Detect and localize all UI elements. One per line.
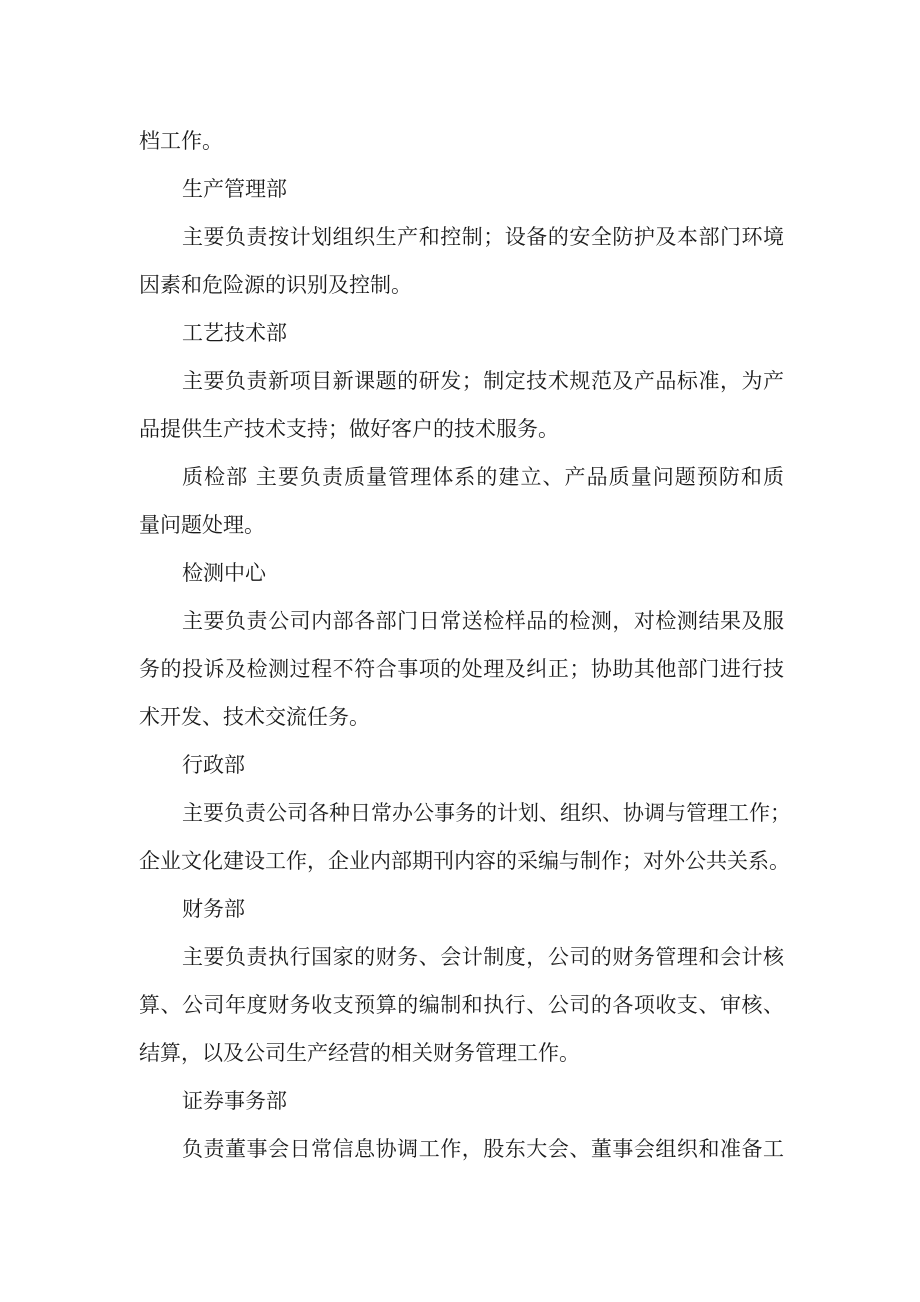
paragraph-line: 算、公司年度财务收支预算的编制和执行、公司的各项收支、审核、 xyxy=(139,993,784,1017)
paragraph-line: 主要负责公司内部各部门日常送检样品的检测，对检测结果及服 xyxy=(182,609,784,633)
paragraph-continuation: 档工作。 xyxy=(139,129,223,153)
paragraph-line: 主要负责新项目新课题的研发；制定技术规范及产品标准，为产 xyxy=(182,369,784,393)
section-quality-inspection: 质检部 主要负责质量管理体系的建立、产品质量问题预防和质 xyxy=(182,465,784,489)
section-heading-testing-center: 检测中心 xyxy=(182,561,266,585)
paragraph-line: 量问题处理。 xyxy=(139,513,265,537)
paragraph-line: 因素和危险源的识别及控制。 xyxy=(139,273,412,297)
section-heading-securities-affairs: 证券事务部 xyxy=(182,1089,287,1113)
paragraph-line: 主要负责执行国家的财务、会计制度，公司的财务管理和会计核 xyxy=(182,945,784,969)
section-heading-production-management: 生产管理部 xyxy=(182,177,287,201)
paragraph-line: 术开发、技术交流任务。 xyxy=(139,705,370,729)
paragraph-line: 主要负责按计划组织生产和控制；设备的安全防护及本部门环境 xyxy=(182,225,784,249)
paragraph-line: 企业文化建设工作，企业内部期刊内容的采编与制作；对外公共关系。 xyxy=(139,849,790,873)
paragraph-line: 结算，以及公司生产经营的相关财务管理工作。 xyxy=(139,1041,580,1065)
section-heading-process-technology: 工艺技术部 xyxy=(182,321,287,345)
section-heading-finance: 财务部 xyxy=(182,897,245,921)
paragraph-line: 务的投诉及检测过程不符合事项的处理及纠正；协助其他部门进行技 xyxy=(139,657,784,681)
paragraph-line: 负责董事会日常信息协调工作，股东大会、董事会组织和准备工 xyxy=(182,1137,784,1161)
paragraph-line: 品提供生产技术支持；做好客户的技术服务。 xyxy=(139,417,559,441)
paragraph-line: 主要负责公司各种日常办公事务的计划、组织、协调与管理工作； xyxy=(182,801,791,825)
document-body xyxy=(139,117,791,1173)
section-heading-administration: 行政部 xyxy=(182,753,245,777)
